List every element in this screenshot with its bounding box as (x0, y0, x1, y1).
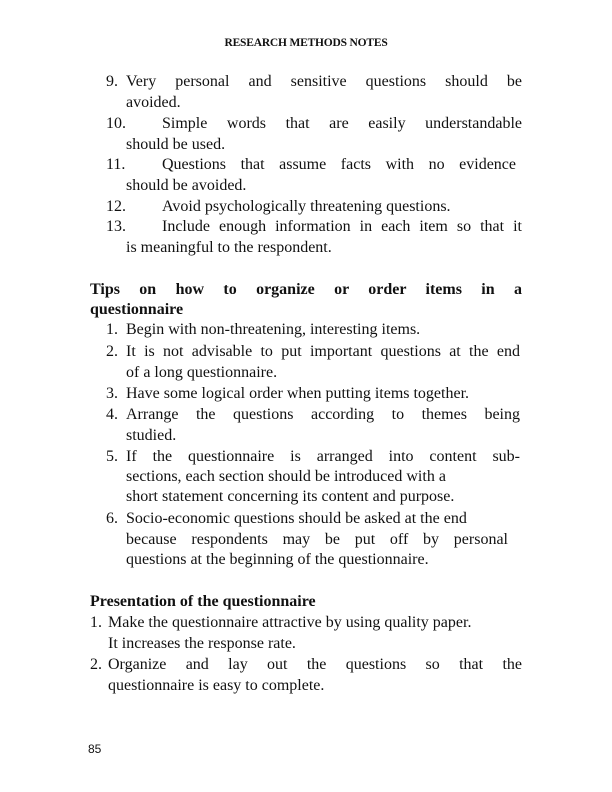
item-text: Include enough information in each item so that it (162, 218, 522, 235)
item-number: 12. (106, 198, 126, 215)
item-text: Avoid psychologically threatening questions. (162, 198, 451, 215)
running-header: RESEARCH METHODS NOTES (224, 37, 388, 49)
item-text-cont: avoided. (126, 94, 181, 111)
tips-5-line-2: sections, each section should be introduced with a (126, 468, 446, 485)
tips-number-4: 4. (106, 406, 118, 423)
tips-4-line-2: studied. (126, 427, 177, 444)
presentation-number-1: 1. (90, 614, 102, 631)
tips-number-2: 2. (106, 343, 118, 360)
tips-number-3: 3. (106, 385, 118, 402)
tips-6-line-1: Socio-economic questions should be asked at the end (126, 510, 467, 527)
item-number: 11. (106, 156, 126, 173)
tips-6-line-3: questions at the beginning of the questionnaire. (126, 551, 429, 568)
tips-heading-line1: Tips on how to organize or order items in a (90, 281, 522, 298)
tips-number-1: 1. (106, 321, 118, 338)
item-number: 13. (106, 218, 126, 235)
tips-5-line-1: If the questionnaire is arranged into content sub- (126, 448, 520, 465)
tips-3-line-1: Have some logical order when putting items together. (126, 385, 470, 402)
item-text-cont: is meaningful to the respondent. (126, 239, 332, 256)
item-text-cont: should be used. (126, 136, 226, 153)
item-text-cont: should be avoided. (126, 177, 247, 194)
item-text: Simple words that are easily understandable (162, 115, 522, 132)
tips-5-line-3: short statement concerning its content and purpose. (126, 488, 455, 505)
tips-heading-line2: questionnaire (90, 301, 184, 318)
tips-6-line-2: because respondents may be put off by personal (126, 531, 508, 548)
presentation-number-2: 2. (90, 656, 102, 673)
tips-2-line-2: of a long questionnaire. (126, 364, 278, 381)
item-number: 10. (106, 115, 126, 132)
presentation-2-line-2: questionnaire is easy to complete. (108, 677, 325, 694)
tips-1-line-1: Begin with non-threatening, interesting items. (126, 321, 421, 338)
tips-4-line-1: Arrange the questions according to themes being (126, 406, 520, 423)
presentation-1-line-1: Make the questionnaire attractive by using quality paper. (108, 614, 472, 631)
item-text: Questions that assume facts with no evidence (162, 156, 516, 173)
tips-2-line-1: It is not advisable to put important questions at the end (126, 343, 520, 360)
item-number: 9. (106, 73, 118, 90)
presentation-1-line-2: It increases the response rate. (108, 635, 296, 652)
tips-number-6: 6. (106, 510, 118, 527)
presentation-heading: Presentation of the questionnaire (90, 593, 316, 610)
item-text: Very personal and sensitive questions should be (126, 73, 522, 90)
presentation-2-line-1: Organize and lay out the questions so that the (108, 656, 522, 673)
page-number: 85 (88, 742, 102, 756)
tips-number-5: 5. (106, 448, 118, 465)
